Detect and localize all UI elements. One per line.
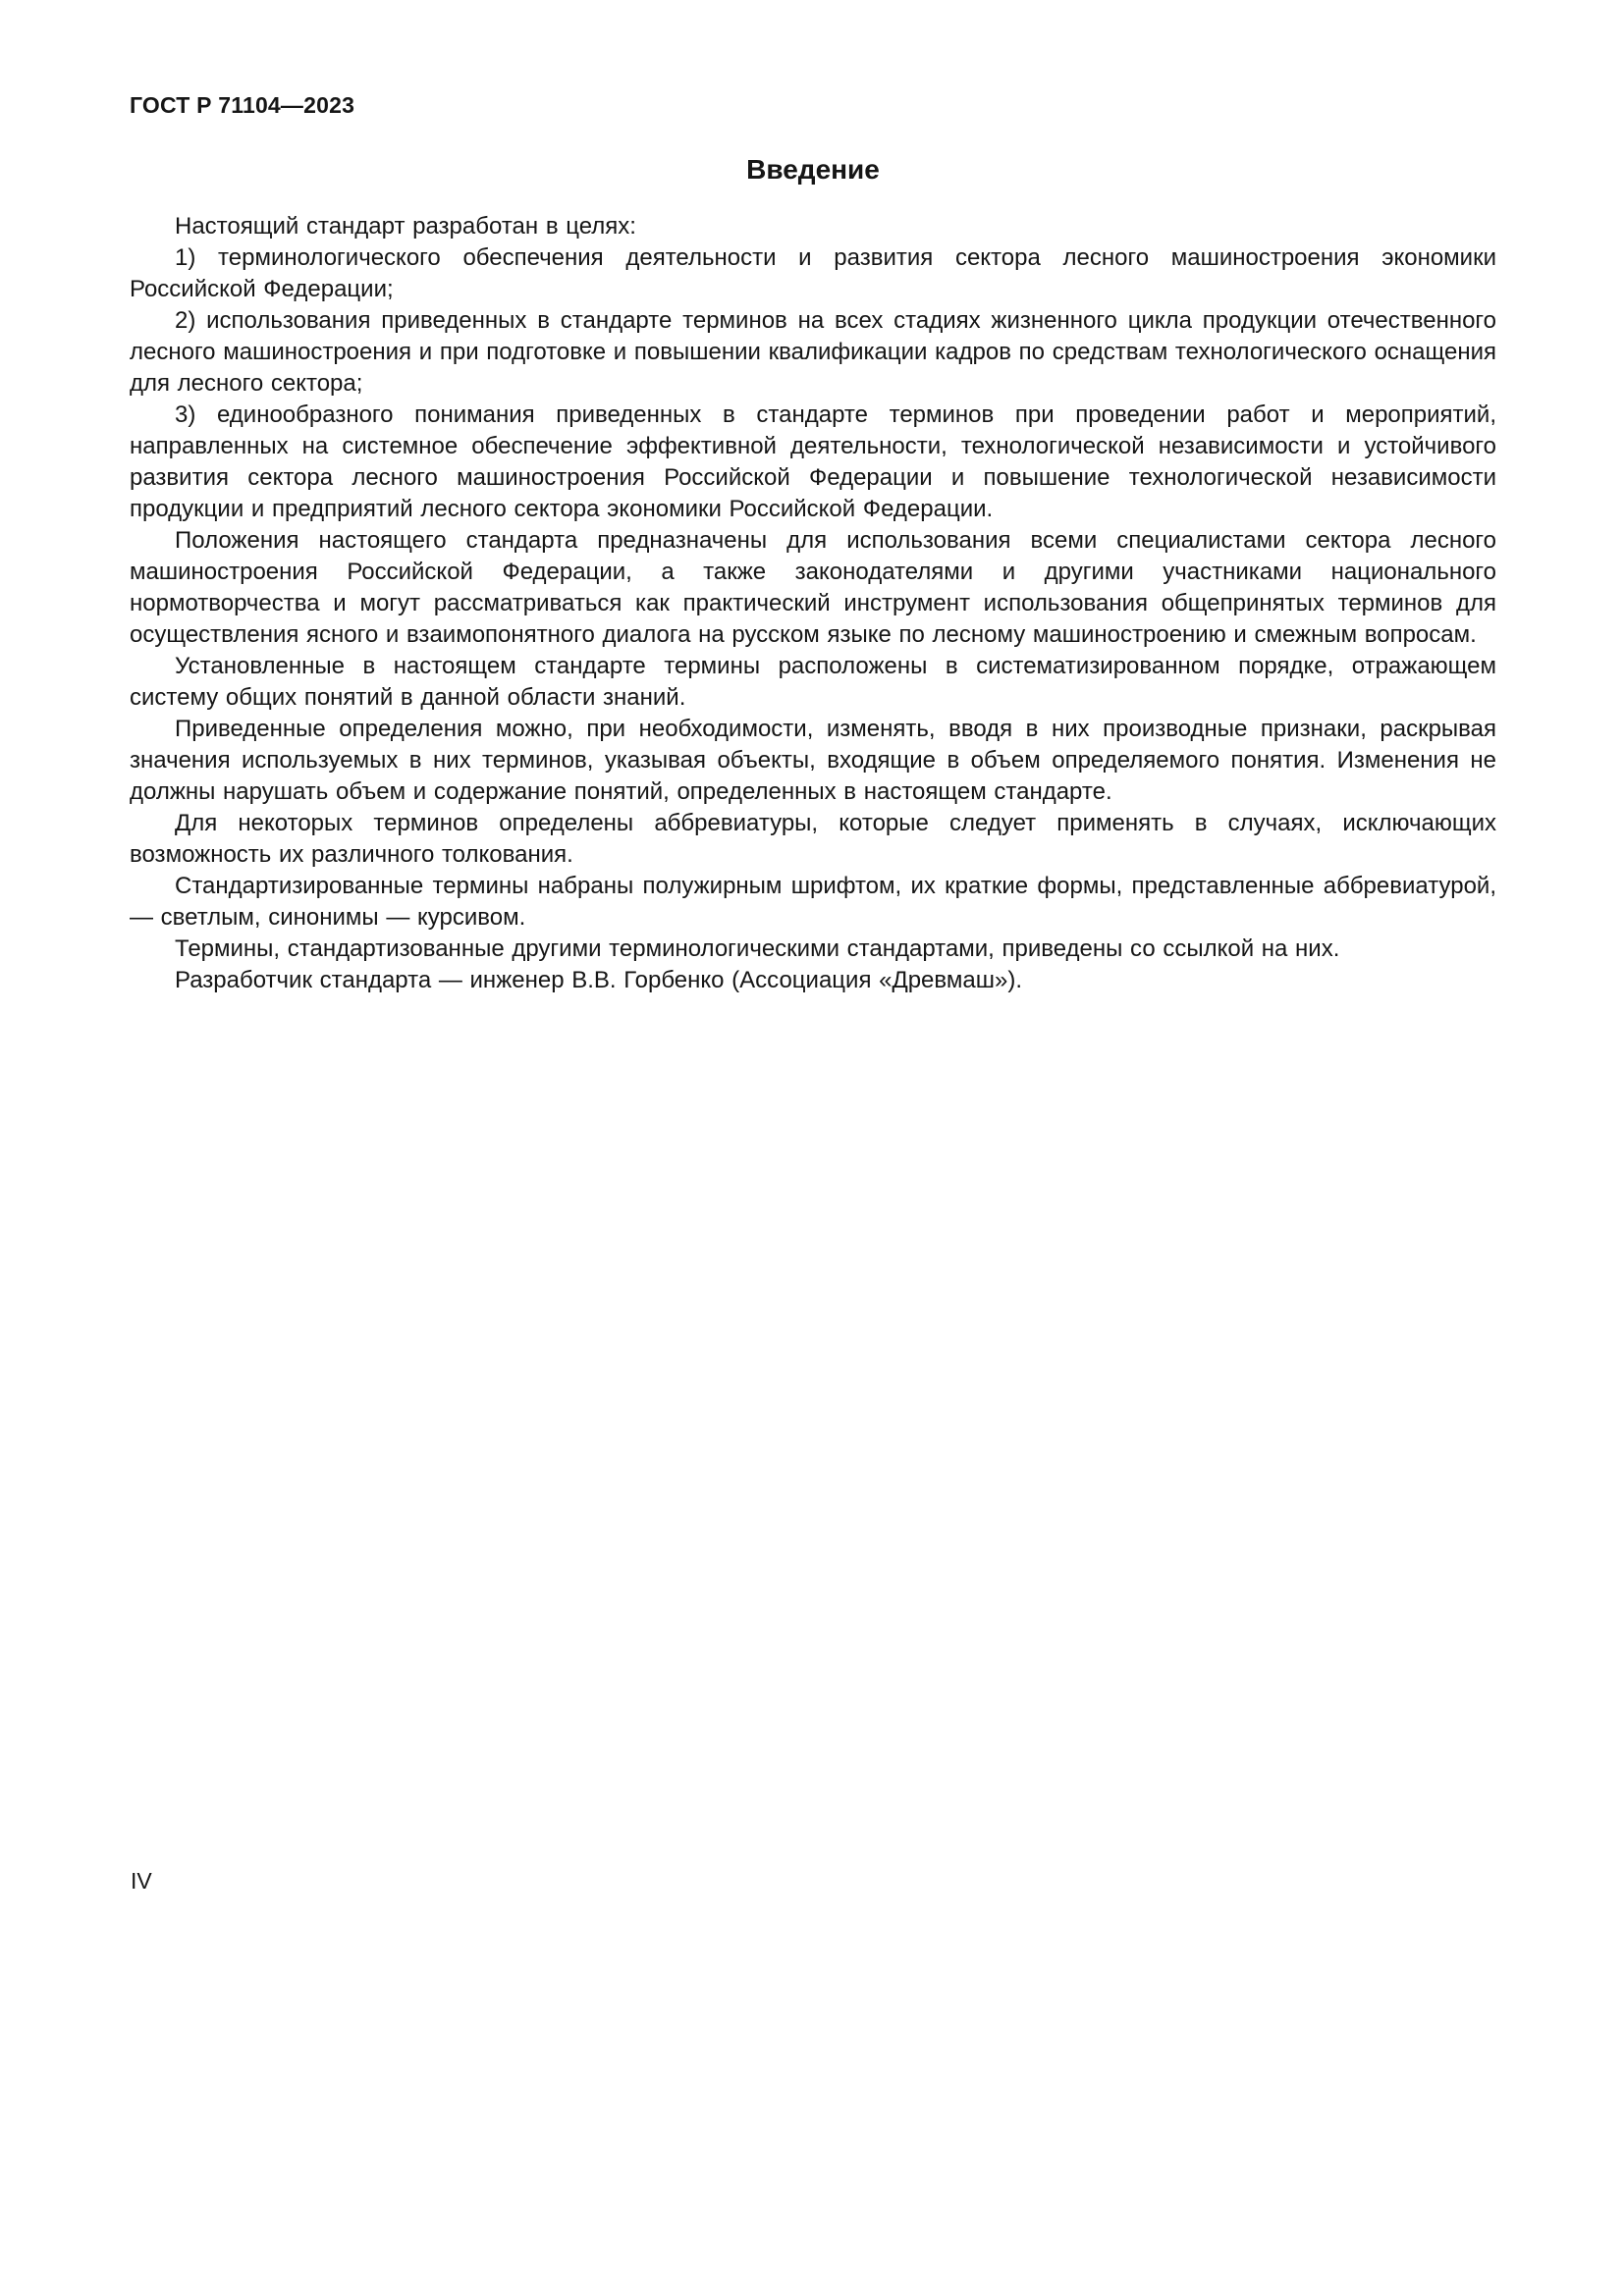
paragraph-developer: Разработчик стандарта — инженер В.В. Горбенко (Ассоциация «Древмаш»). [175,967,1022,993]
paragraph-item-2: 2) использования приведенных в стандарте терминов на всех стадиях жизненного цикла продукции отечественного лесного машиностроения и при подготовке и повышении квалификации кадров по средствам технологического оснащения для лесного сектора; [130,307,1496,397]
page-content [130,92,1496,996]
page-title: Введение [746,154,880,185]
page-number: IV [131,1868,152,1894]
paragraph-abbreviations: Для некоторых терминов определены аббревиатуры, которые следует применять в случаях, исключающих возможность их различного толкования. [130,810,1496,868]
paragraph-intro: Настоящий стандарт разработан в целях: [175,213,636,240]
document-code: ГОСТ Р 71104—2023 [130,92,355,118]
paragraph-item-1: 1) терминологического обеспечения деятельности и развития сектора лесного машиностроения экономики Российской Федерации; [130,244,1496,302]
paragraph-definitions: Приведенные определения можно, при необходимости, изменять, вводя в них производные признаки, раскрывая значения используемых в них терминов, указывая объекты, входящие в объем определяемого понятия. Изменения не должны нарушать объем и содержание понятий, определенных в настоящем стандарте. [130,716,1496,805]
body-text [130,211,1496,996]
paragraph-provisions: Положения настоящего стандарта предназначены для использования всеми специалистами сектора лесного машиностроения Российской Федерации, а также законодателями и другими участниками национального нормотворчества и могут рассматриваться как практический инструмент использования общепринятых терминов для осуществления ясного и взаимопонятного диалога на русском языке по лесному машиностроению и смежным вопросам. [130,527,1496,648]
paragraph-typography: Стандартизированные термины набраны полужирным шрифтом, их краткие формы, представленные аббревиатурой, — светлым, синонимы — курсивом. [130,873,1496,931]
paragraph-item-3: 3) единообразного понимания приведенных в стандарте терминов при проведении работ и мероприятий, направленных на системное обеспечение эффективной деятельности, технологической независимости и устойчивого развития сектора лесного машиностроения Российской Федерации и повышение технологической независимости продукции и предприятий лесного сектора экономики Российской Федерации. [130,401,1496,522]
paragraph-references: Термины, стандартизованные другими терминологическими стандартами, приведены со ссылкой на них. [175,935,1340,962]
paragraph-order: Установленные в настоящем стандарте термины расположены в систематизированном порядке, отражающем систему общих понятий в данной области знаний. [130,653,1496,711]
